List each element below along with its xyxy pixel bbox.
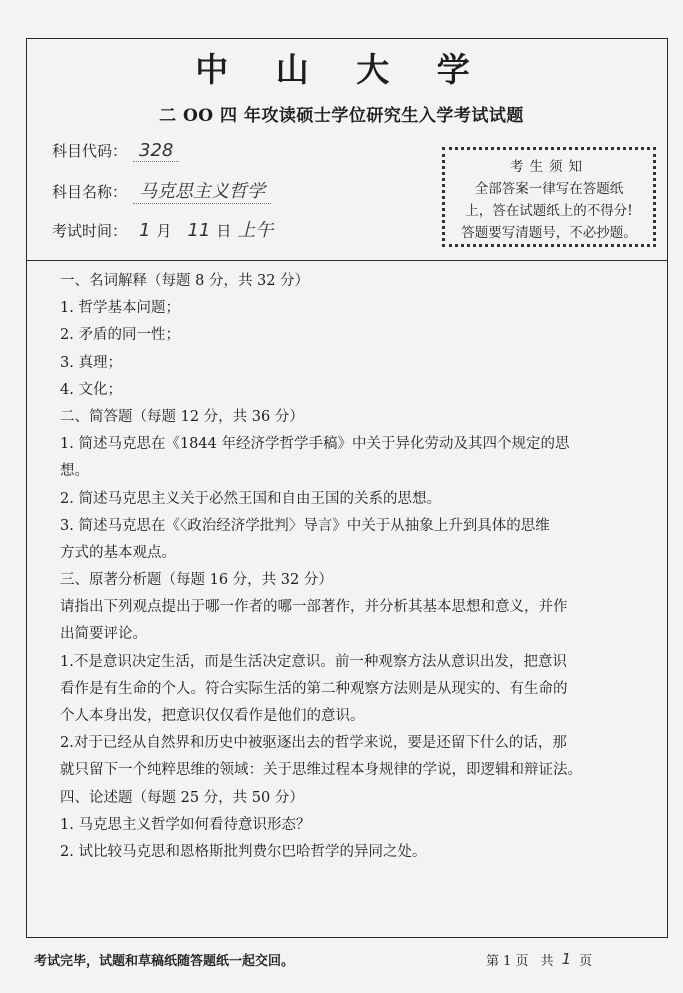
notice-line-1: 全部答案一律写在答题纸 (474, 181, 624, 197)
section-1-q2: 2. 矛盾的同一性； (60, 327, 180, 344)
section-2-q1-line-1: 1. 简述马克思在《1844 年经济学哲学手稿》中关于异化劳动及其四个规定的思 (60, 436, 570, 453)
section-2-q3-line-2: 方式的基本观点。 (60, 544, 176, 561)
section-4-heading: 四、论述题（每题 25 分，共 50 分） (60, 789, 304, 806)
section-1-q1: 1. 哲学基本问题； (60, 300, 180, 317)
section-3-q1-line-1: 1.不是意识决定生活，而是生活决定意识。前一种观察方法从意识出发，把意识 (60, 653, 567, 670)
section-3-heading: 三、原著分析题（每题 16 分，共 32 分） (60, 572, 333, 589)
exam-day-value: 11 (187, 220, 211, 241)
section-4-q2: 2. 试比较马克思和恩格斯批判费尔巴哈哲学的异同之处。 (60, 843, 427, 860)
page-number: 第 1 页 (486, 954, 529, 969)
exam-time-label: 考试时间： (52, 222, 128, 240)
footer-instruction: 考试完毕，试题和草稿纸随答题纸一起交回。 (34, 954, 295, 969)
section-2-heading: 二、简答题（每题 12 分，共 36 分） (60, 408, 304, 425)
exam-time-row (52, 216, 279, 242)
subject-name-label: 科目名称： (52, 183, 128, 201)
section-1-heading: 一、名词解释（每题 8 分，共 32 分） (60, 273, 310, 289)
exam-period-value: 上午 (237, 220, 274, 241)
section-3-intro-line-2: 出简要评论。 (60, 626, 147, 643)
notice-line-3: 答题要写清题号，不必抄题。 (461, 225, 637, 241)
page-total-prefix: 共 (540, 954, 554, 969)
section-3-q2-line-2: 就只留下一个纯粹思维的领域：关于思维过程本身规律的学说，即逻辑和辩证法。 (60, 762, 582, 779)
page-total-suffix: 页 (579, 954, 593, 969)
notice-line-2: 上，答在试题纸上的不得分! (465, 203, 633, 219)
section-4-q1: 1. 马克思主义哲学如何看待意识形态？ (60, 816, 311, 833)
section-1-q4: 4. 文化； (60, 381, 122, 398)
university-title: 中 山 大 学 (195, 50, 488, 89)
exam-month-unit: 月 (156, 222, 172, 240)
question-body (52, 268, 637, 866)
page-counter (486, 950, 592, 969)
subject-name-value: 马克思主义哲学 (133, 177, 271, 204)
section-3-q2-line-1: 2.对于已经从自然界和历史中被驱逐出去的哲学来说，要是还留下什么的话，那 (60, 735, 567, 752)
candidate-notice-box (442, 147, 656, 247)
exam-title: 二 OO 四 年攻读硕士学位研究生入学考试试题 (159, 106, 524, 126)
section-2-q1-line-2: 想。 (60, 463, 89, 480)
page-total-value: 1 (561, 950, 572, 968)
section-2-q3-line-1: 3. 简述马克思在《〈政治经济学批判〉导言》中关于从抽象上升到具体的思维 (60, 517, 550, 534)
subject-code-label: 科目代码： (52, 142, 128, 160)
section-2-q2: 2. 简述马克思主义关于必然王国和自由王国的关系的思想。 (60, 490, 441, 507)
section-3-q1-line-2: 看作是有生命的个人。符合实际生活的第二种观察方法则是从现实的、有生命的 (60, 680, 568, 697)
exam-day-unit: 日 (216, 222, 232, 240)
subject-code-value: 328 (133, 140, 179, 162)
header-divider (26, 260, 667, 261)
section-1-q3: 3. 真理； (60, 354, 122, 371)
exam-month-value: 1 (139, 220, 151, 241)
subject-code-row (52, 140, 179, 162)
subject-name-row (52, 177, 271, 204)
notice-title: 考生须知 (510, 159, 588, 175)
section-3-q1-line-3: 个人本身出发，把意识仅仅看作是他们的意识。 (60, 708, 365, 724)
section-3-intro-line-1: 请指出下列观点提出于哪一作者的哪一部著作，并分析其基本思想和意义，并作 (60, 599, 568, 616)
